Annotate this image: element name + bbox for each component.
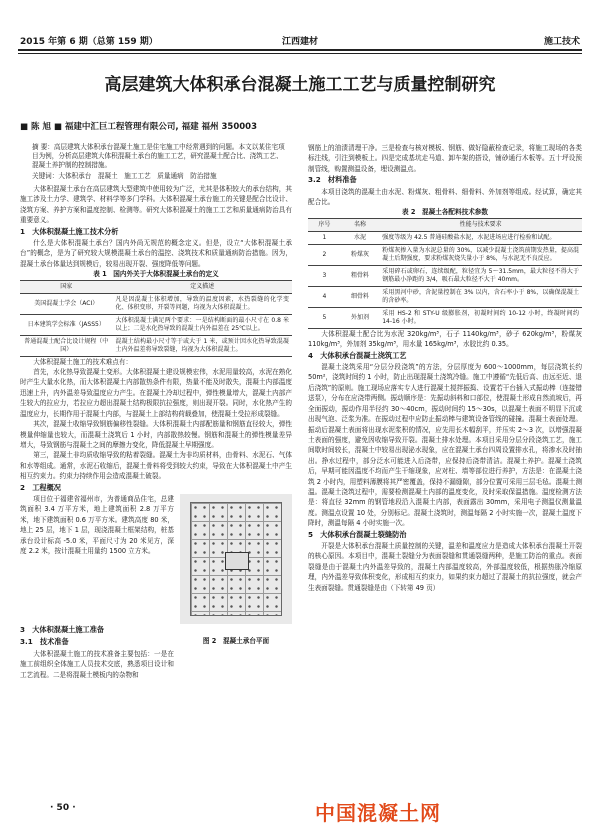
paragraph: 大体积混凝土施工的技术准备主要包括：一是在施工前组织全体施工人员技术交底，熟悉项目设计和工艺流程。二是将混凝土模板内的杂物和 bbox=[20, 649, 174, 679]
table2-caption: 表 2 混凝土各配料技术参数 bbox=[401, 208, 488, 217]
table-cell: 粉煤灰 bbox=[341, 244, 379, 265]
figure-caption: 图 2 混凝土承台平面 bbox=[202, 637, 270, 646]
section-heading-3: 3 大体积混凝土施工准备 bbox=[20, 624, 105, 634]
table-cell: 水泥 bbox=[341, 231, 379, 244]
section-name: 施工技术 bbox=[543, 37, 580, 47]
table-row bbox=[308, 286, 582, 307]
section-heading-4: 4 大体积承台混凝土浇筑工艺 bbox=[308, 350, 407, 360]
left-column bbox=[20, 184, 292, 680]
issue-info: 2015 年第 6 期（总第 159 期） bbox=[20, 37, 158, 47]
table-row bbox=[308, 244, 582, 265]
table-row bbox=[20, 314, 292, 335]
core-outline bbox=[225, 552, 249, 570]
table-cell: 4 bbox=[308, 286, 341, 307]
right-column bbox=[308, 143, 582, 593]
section-heading-1: 1 大体积混凝土施工技术分析 bbox=[20, 226, 119, 236]
table-cell: 1 bbox=[308, 231, 341, 244]
material-table bbox=[308, 218, 582, 329]
figure-block bbox=[180, 494, 292, 624]
table-cell: 强度等级为 42.5 普通硅酸盐水泥，水泥进场应进行检验和试配。 bbox=[379, 231, 582, 244]
paragraph: 其次，混凝土收缩导致钢筋偏移性裂缝。大体积混凝土内部配筋量和钢筋直径较大，弹性模量伸缩量也较大，而混凝土浇筑后 1 小时，内部散热较慢。钢筋和混凝土的弹性模量差异增大，导致钢筋与混凝土之间的摩擦力变化，降低混凝土早期强度。 bbox=[20, 420, 292, 449]
section-heading-5: 5 大体积承台混凝土裂缝防治 bbox=[308, 529, 407, 539]
table-row bbox=[308, 231, 582, 244]
table-cell: 3 bbox=[308, 265, 341, 286]
keywords-text: 关键词：大体积承台 混凝土 施工工艺 质量通病 防治措施 bbox=[32, 172, 217, 180]
table-cell: 外加剂 bbox=[341, 307, 379, 328]
abstract-text: 摘 要：高层建筑大体积承台混凝土施工是住宅施工中经常遇到的问题。本文以某住宅项目为例，分析高层建筑大体积混凝土承台的施工工艺，研究混凝土配合比、浇筑工艺、混凝土养护制的控制措施。 bbox=[32, 143, 285, 169]
table-cell: 采用 HS-2 和 STY-U 级膨胀剂，初凝时间约 10-12 小时，终凝时间约 14-16 小时。 bbox=[379, 307, 582, 328]
paragraph: 什么是大体积混凝土承台？国内外尚无规范的概念定义。但是，设立“大体积混凝土承台”的概念，是为了研究较大规模混凝土承台的温控、浇筑技术和质量通病防治措施。因为，混凝土承台体量达到规模后，较易出现开裂、强度降低等问题。 bbox=[20, 239, 292, 268]
paragraph: 开裂是大体积承台混凝土质量控制的关键，温差和温度应力是造成大体积承台混凝土开裂的核心原因。本项目中，混凝土裂缝分为表面裂缝和贯通裂缝两种，是施工防治的重点。表面裂缝是由于混凝土内外温差导致的，混凝土内部温度较高，外部温度较低，根据热胀冷缩原理，内外温差导致体积变化，形成相互约束力，如果约束力超过了混凝土的抗拉强度，就会产生表面裂缝。贯通裂缝是由（下转第 49 页） bbox=[308, 541, 582, 592]
paragraph: 项目位于福建省福州市，为普通商品住宅，总建筑面积 3.4 万平方米，地上建筑面积 2.8 万平方米，地下建筑面积 0.6 万平方米。建筑高度 80 米，地上 25 层，地下 1 层，现浇混凝土框架结构，桩基承台设计标高 -5.0 米，平面尺寸为 20 米见方，深度 2.2 米，按计混凝土用量约 1500 立方米。 bbox=[20, 494, 174, 555]
table-row bbox=[20, 335, 292, 356]
table-cell: 美国混凝土学会（ACI） bbox=[20, 293, 112, 314]
paragraph: 大体积混凝土配合比为水泥 320kg/m³，石子 1140kg/m³，砂子 620kg/m³，粉煤灰 110kg/m³，外加剂 35kg/m³，用水量 165kg/m³，水胶比约 0.35。 bbox=[308, 329, 582, 349]
table-header: 定义描述 bbox=[112, 280, 292, 293]
paragraph: 混凝土浇筑采用“分层分段浇筑”的方法，分层厚度为 600～1000mm，每层浇筑长约 50m²，浇筑时间约 1 小时，防止出现混凝土浇筑冷缝。施工中遵循“先低后高、由远至近、退后浇筑”的原则。施工现场应落实专人进行混凝土搅拌振捣、设置若干台插入式振动棒（连接错送泵），分布在应浇带两侧。振动顺序是：先振动斜料和口部位，使混凝土形成自然流坡后，再全面振动，振动作用半径约 30～40cm，振动时间约 15～30s，以混凝土表面不明显下沉或出现气泡、泛浆为准。在振动过程中应防止振动棒与建筑设备管线的碰撞。混凝土表面处理。振动后混凝土表面将出现水泥浆积的情况，应先用长木幅刮平，并压实 2～3 次，以增强混凝土表面的强度，避免因收缩导致开裂。混凝土排水处理。本项目采用分层分段浇筑工艺，施工间歇时间较长，混凝土中较易出现泌水现象，应在混凝土承台四周设置排水孔，将渗水及时抽出。挣水过程中，部分泛水可能进入后浇带，应保持后浇带清洁。混凝土养护。混凝土浇筑后，早期可能因温度不均而产生干缩现象，应对柱、墙等部位进行养护，方法是：在混凝土浇筑 2 小时内，用塑料薄膜将其严密覆盖，保持不漏缝隙，部分位置可采用三层毛毡。混凝土测温。混凝土浇筑过程中，需要检测混凝土内部的温度变化，及时采取保温措施。温度检测方法是：将直径 32mm 的钢管地段沿入混凝土内部，表面露出 30mm，采用电子测温仪测量温度。测温点设置 10 处，分别标记。混凝土浇筑时，测温每隔 2 小时实施一次，混凝土温度下降时，测温每隔 4 小时实施一次。 bbox=[308, 363, 582, 528]
paragraph: 钢筋上的油渍清理干净。三是检查与核对模板、钢筋、做好隐蔽检查记录，将施工现场的各类标注线，引注到模板上。四是完成基坑走马道、卸车架的搭设，铺砂通行木板等。五十坪设预制管线，购置测温设备，埋设测温点。 bbox=[308, 144, 582, 173]
table-header: 性能与技术要求 bbox=[379, 218, 582, 231]
table-cell: 普通混凝土配合比设计规程（中国） bbox=[20, 335, 112, 356]
table-cell: 混凝土结构最小尺寸等于或大于 1 米，或预计因水化热导致混凝土内外温差将导致裂缝，均视为大体积混凝土。 bbox=[112, 335, 292, 356]
definition-table bbox=[20, 280, 292, 357]
table-cell: 粉煤灰掺入量为水泥总量的 30%，以减少混凝土浇筑前期发热量，提高混凝土后期强度，要求粉煤灰烧失量小于 8%，与水泥无不良反应。 bbox=[379, 244, 582, 265]
table-cell: 细骨料 bbox=[341, 286, 379, 307]
paragraph: 大体积混凝土施工的技术难点有： bbox=[33, 357, 133, 366]
author-line: ■ 陈 旭 ■ 福建中汇巨工程管理有限公司, 福建 福州 350003 bbox=[20, 122, 257, 132]
site-plan-figure bbox=[180, 494, 292, 624]
journal-name: 江西建材 bbox=[282, 37, 319, 47]
table-header: 序号 bbox=[308, 218, 341, 231]
table-cell: 日本建筑学会标准（JASS5） bbox=[20, 314, 112, 335]
table-cell: 2 bbox=[308, 244, 341, 265]
subsection-heading: 3.2 材料准备 bbox=[308, 175, 357, 185]
table-header: 国家 bbox=[20, 280, 112, 293]
table-row bbox=[20, 293, 292, 314]
table-cell: 大体积混凝土满足两个要求：一是结构断面的最小尺寸在 0.8 米以上；二是水化热导致的混凝土内外温差在 25℃以上。 bbox=[112, 314, 292, 335]
paragraph: 本项目浇筑的混凝土由水泥、粉煤灰、粗骨料、细骨料、外加剂等组成。经试算，确定其配合比。 bbox=[308, 187, 582, 207]
table-cell: 采用碎石或卵石，连续级配，粒径宜为 5～31.5mm，最大粒径不得大于钢筋最小净距的 3/4，吸石最大粒径不大于 40mm。 bbox=[379, 265, 582, 286]
subsection-heading: 3.1 技术准备 bbox=[20, 637, 69, 647]
abstract-block bbox=[32, 143, 287, 181]
running-header bbox=[0, 34, 600, 48]
article-title: 高层建筑大体积承台混凝土施工工艺与质量控制研究 bbox=[104, 75, 496, 95]
table-cell: 5 bbox=[308, 307, 341, 328]
table-cell: 粗骨料 bbox=[341, 265, 379, 286]
table-header: 名称 bbox=[341, 218, 379, 231]
header-rule-thin bbox=[18, 53, 582, 54]
table-row bbox=[308, 265, 582, 286]
header-rule bbox=[18, 49, 582, 51]
paragraph: 第三，混凝土非均质收缩导致的粘着裂缝。混凝土为非均质材料，由骨料、水泥石、气体和水等组成。通常，水泥石收缩后，混凝土骨料将受到较大约束，导致在大体积混凝土中产生相互约束力。约束力持续作用会造成混凝土破裂。 bbox=[20, 451, 292, 481]
section-heading-2: 2 工程概况 bbox=[20, 482, 61, 492]
paragraph: 首先，水化热导致混凝土变形。大体积混凝土建设规模宏伟，水泥用量较高，水泥在熟化时产生大量水化热，而大体积混凝土内部散热条件有限，热量不能及时散失，混凝土内部温度迅速上升，内外温差导致温度应力产生。在混凝土冷却过程中，弹性模量增大，混凝土内部产生较大的拉应力，若拉应力超出混凝土结构极限抗拉强度，则出现开裂。同时，水化热产生的温度应力，长期作用于混凝土内部，与混凝土上部结构荷载叠加，使混凝土受拉形成裂缝。 bbox=[20, 368, 292, 418]
watermark: 中国混凝土网 bbox=[315, 801, 441, 825]
page-number: · 50 · bbox=[50, 803, 76, 813]
table-cell: 采用黑河中砂，含泥量控制在 3% 以内，含石率小于 8%，以确保混凝土的含砂率。 bbox=[379, 286, 582, 307]
table1-caption: 表 1 国内外关于大体积混凝土承台的定义 bbox=[93, 270, 219, 279]
table-row bbox=[308, 307, 582, 328]
table-cell: 凡是因混凝土体积增加，导致的温度因素，水热裂缝的化学变化、体积变形，开裂等问题，均视为大体积混凝土。 bbox=[112, 293, 292, 314]
intro-paragraph: 大体积混凝土承台在高层建筑大型建筑中使用较为广泛，尤其是体积较大的承台结构，其施工涉及土力学、建筑学、材料学等多门学科。大体积混凝土承台施工的关键是配合比设计、浇筑方案、养护方案和温度控制、检测等。研究大体积混凝土的施工工艺和质量通病防治具有重要意义。 bbox=[20, 185, 292, 225]
